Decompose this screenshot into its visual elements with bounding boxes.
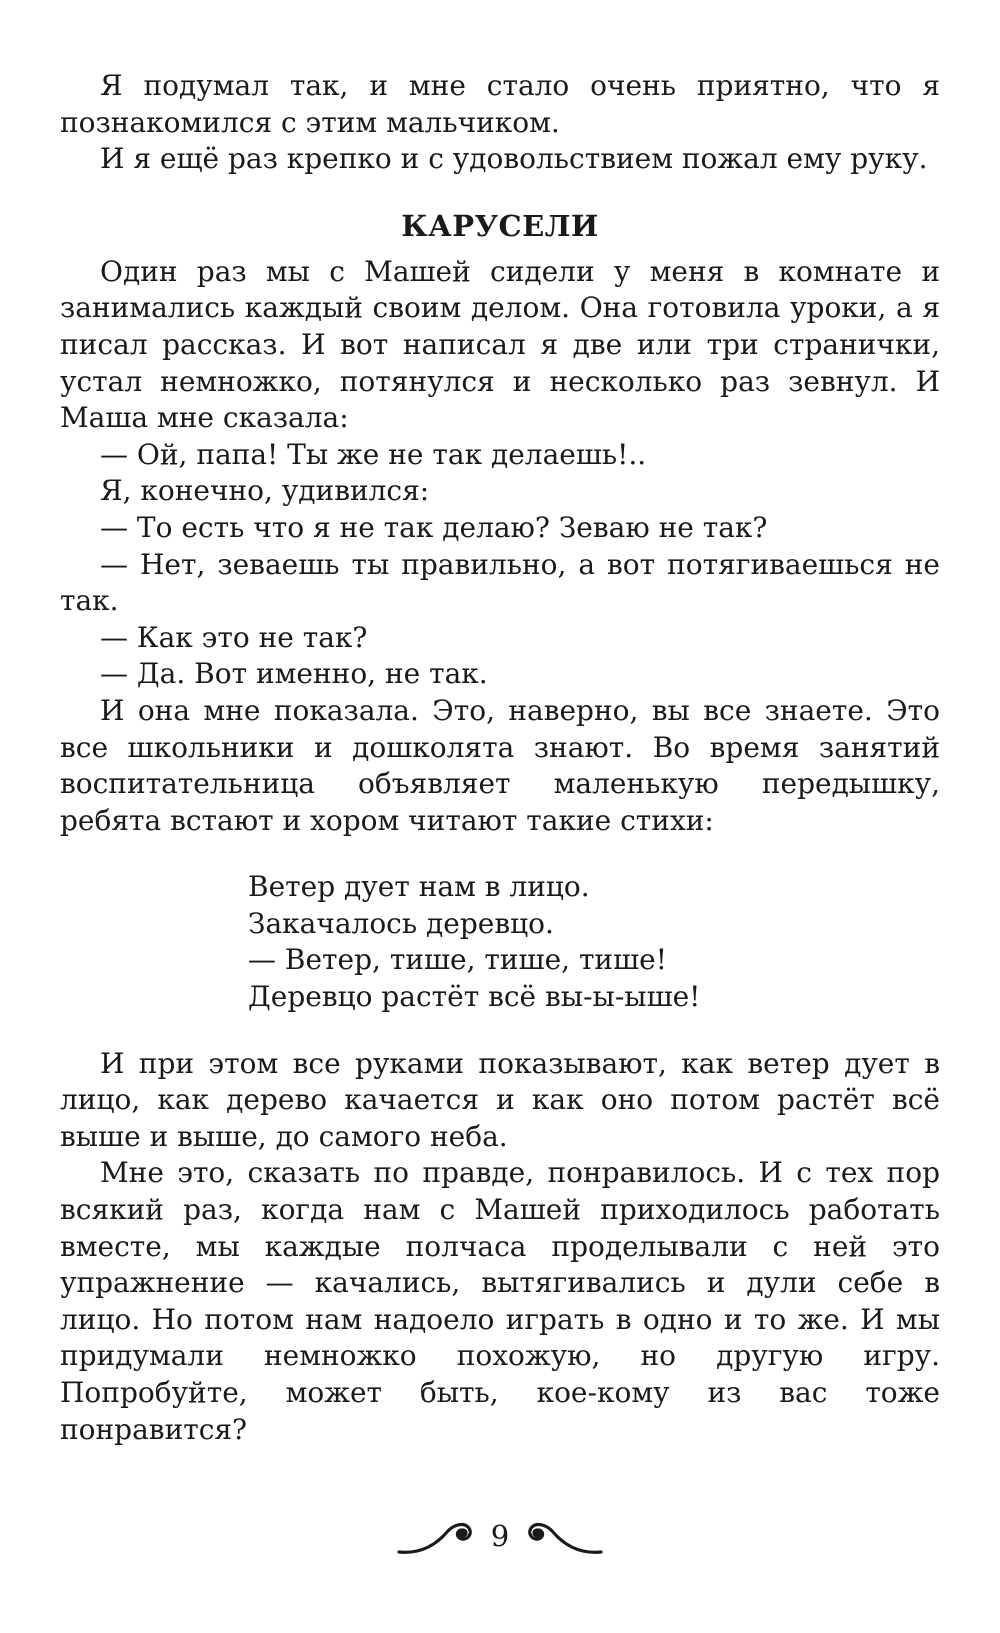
dialogue-line: — Нет, зеваешь ты правильно, а вот потягиваешься не так. (60, 547, 940, 618)
paragraph: И при этом все руками показывают, как ветер дует в лицо, как дерево качается и как оно потом растёт всё выше и выше, до самого неба. (60, 1046, 940, 1153)
poem (248, 869, 940, 1015)
poem-line: — Ветер, тише, тише, тише! (248, 943, 667, 977)
dialogue-line: — Как это не так? (100, 620, 368, 654)
paragraph: Я подумал так, и мне стало очень приятно, что я познакомился с этим мальчиком. (60, 69, 940, 139)
chapter-title: КАРУСЕЛИ (401, 208, 599, 243)
dialogue-line: — То есть что я не так делаю? Зеваю не так? (100, 510, 768, 544)
page-number: 9 (490, 1519, 510, 1553)
paragraph: Я, конечно, удивился: (100, 474, 430, 508)
dialogue-line: — Да. Вот именно, не так. (100, 657, 488, 691)
paragraph: Мне это, сказать по правде, понравилось. И с тех пор всякий раз, когда нам с Машей приходилось работать вместе, мы каждые полчаса проделывали с ней это упражнение — качались, вытягивались и дули себе в лицо. Но потом нам надоело играть в одно и то же. И мы придумали немножко похожую, но другую игру. Попробуйте, может быть, кое-кому из вас тоже понравится? (60, 1156, 940, 1446)
dialogue-line: — Ой, папа! Ты же не так делаешь!.. (100, 437, 647, 471)
paragraph: Один раз мы с Машей сидели у меня в комнате и занимались каждый своим делом. Она готовила уроки, а я писал рассказ. И вот написал я две или три странички, устал немножко, потянулся и несколько раз зевнул. И Маша мне сказала: (60, 254, 940, 435)
poem-line: Ветер дует нам в лицо. (248, 870, 590, 904)
paragraph: И она мне показала. Это, наверно, вы все знаете. Это все школьники и дошколята знают. Во время занятий воспитательница объявляет маленькую передышку, ребята встают и хором читают такие стихи: (60, 693, 940, 837)
right-flourish-icon (523, 1516, 603, 1556)
poem-line: Деревцо растёт всё вы-ы-ыше! (248, 980, 701, 1014)
poem-line: Закачалось деревцо. (248, 906, 554, 940)
page-footer (0, 1516, 1000, 1556)
left-flourish-icon (397, 1516, 477, 1556)
paragraph: И я ещё раз крепко и с удовольствием пожал ему руку. (100, 142, 928, 176)
